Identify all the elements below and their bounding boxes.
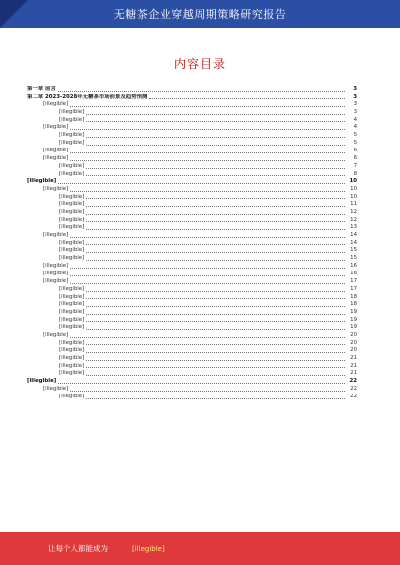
toc-section-entry[interactable] [27, 309, 357, 317]
toc-section-entry[interactable] [27, 109, 357, 117]
toc-page-number: 4 [353, 124, 357, 131]
toc-dot-leader [70, 152, 345, 153]
toc-entry-text: [illegible] [43, 332, 69, 338]
toc-entry-text: [illegible] [59, 224, 85, 231]
toc-entry-text: [illegible] [59, 301, 85, 308]
toc-page-number: 15 [350, 255, 357, 262]
toc-section-entry[interactable] [27, 132, 357, 140]
toc-entry-text: [illegible] [59, 109, 85, 116]
header-bar [0, 0, 400, 28]
toc-section-entry[interactable] [27, 255, 357, 263]
toc-entry-text: [illegible] [59, 193, 85, 200]
table-of-contents [27, 86, 357, 401]
toc-entry-text: 第一章 前言 [27, 86, 56, 92]
toc-section-entry[interactable] [27, 148, 357, 156]
toc-entry-text: [illegible] [43, 270, 69, 277]
toc-dot-leader [86, 121, 345, 122]
toc-dot-leader [86, 314, 345, 315]
toc-entry-text: [illegible] [43, 147, 69, 154]
toc-dot-leader [86, 229, 345, 230]
toc-dot-leader [149, 98, 345, 99]
toc-page-number: 20 [350, 332, 357, 338]
toc-dot-leader [86, 298, 345, 299]
toc-page-number: 18 [350, 293, 357, 300]
toc-page-number: 19 [350, 324, 357, 331]
toc-section-entry[interactable] [27, 124, 357, 132]
toc-entry-text: [illegible] [59, 216, 85, 223]
toc-chapter-entry[interactable] [27, 86, 357, 94]
toc-entry-text: [illegible] [43, 155, 69, 162]
toc-dot-leader [70, 237, 345, 238]
toc-section-entry[interactable] [27, 209, 357, 217]
toc-dot-leader [70, 391, 345, 392]
toc-section-entry[interactable] [27, 370, 357, 378]
toc-dot-leader [86, 145, 345, 146]
toc-entry-text: [illegible] [59, 370, 85, 377]
toc-entry-text: [illegible] [59, 201, 85, 208]
toc-entry-text: [illegible] [59, 324, 85, 331]
toc-entry-text: [illegible] [43, 385, 69, 392]
toc-page-number: 8 [353, 170, 357, 177]
toc-entry-text: [illegible] [59, 132, 85, 139]
toc-section-entry[interactable] [27, 317, 357, 325]
toc-dot-leader [70, 275, 345, 276]
toc-page-number: 4 [353, 116, 357, 123]
toc-dot-leader [86, 321, 345, 322]
toc-page-number: 22 [350, 385, 357, 392]
toc-dot-leader [58, 183, 345, 184]
toc-entry-text: [illegible] [59, 316, 85, 323]
toc-chapter-entry[interactable] [27, 178, 357, 186]
toc-section-entry[interactable] [27, 332, 357, 340]
toc-page-number: 3 [353, 101, 357, 108]
toc-entry-text: [illegible] [59, 247, 85, 254]
toc-dot-leader [58, 383, 345, 384]
toc-dot-leader [86, 168, 345, 169]
toc-entry-text: [illegible] [59, 393, 85, 400]
toc-entry-text: [illegible] [43, 262, 69, 269]
toc-page-number: 21 [350, 362, 357, 369]
toc-heading: 内容目录 [173, 57, 226, 71]
toc-dot-leader [86, 344, 345, 345]
toc-section-entry[interactable] [27, 194, 357, 202]
toc-section-entry[interactable] [27, 155, 357, 163]
toc-entry-text: [illegible] [59, 355, 85, 362]
toc-section-entry[interactable] [27, 394, 357, 402]
toc-section-entry[interactable] [27, 201, 357, 209]
toc-section-entry[interactable] [27, 340, 357, 348]
footer-slogan: 让每个人都能成为 [48, 544, 108, 553]
toc-section-entry[interactable] [27, 355, 357, 363]
toc-entry-text: [illegible] [59, 347, 85, 354]
toc-page-number: 12 [350, 209, 357, 215]
toc-page-number: 17 [350, 285, 357, 292]
toc-page-number: 5 [353, 139, 357, 146]
toc-page-number: 21 [350, 370, 357, 377]
toc-page-number: 18 [350, 301, 357, 308]
toc-page-number: 3 [353, 86, 357, 92]
toc-entry-text: [illegible] [59, 170, 85, 177]
toc-dot-leader [86, 198, 345, 199]
toc-section-entry[interactable] [27, 278, 357, 286]
toc-chapter-entry[interactable] [27, 378, 357, 386]
toc-entry-text: [illegible] [59, 255, 85, 262]
toc-dot-leader [86, 137, 345, 138]
toc-dot-leader [70, 268, 345, 269]
toc-page-number: 14 [350, 239, 357, 246]
toc-chapter-entry[interactable] [27, 94, 357, 102]
toc-dot-leader [86, 367, 345, 368]
toc-page-number: 20 [350, 339, 357, 346]
toc-section-entry[interactable] [27, 224, 357, 232]
toc-entry-text: [illegible] [59, 339, 85, 346]
report-title: 无糖茶企业穿越周期策略研究报告 [113, 8, 287, 21]
toc-dot-leader [86, 221, 345, 222]
toc-dot-leader [86, 360, 345, 361]
toc-entry-text: [illegible] [59, 362, 85, 369]
toc-page-number: 17 [350, 278, 357, 285]
toc-page-number: 21 [350, 355, 357, 362]
toc-dot-leader [70, 191, 345, 192]
toc-page-number: 7 [353, 162, 357, 169]
toc-section-entry[interactable] [27, 232, 357, 240]
toc-page-number: 13 [350, 224, 357, 231]
toc-entry-text: [illegible] [59, 239, 85, 246]
toc-dot-leader [70, 283, 345, 284]
toc-dot-leader [86, 352, 345, 353]
toc-section-entry[interactable] [27, 163, 357, 171]
toc-entry-text: [illegible] [59, 285, 85, 292]
toc-section-entry[interactable] [27, 386, 357, 394]
toc-section-entry[interactable] [27, 117, 357, 125]
toc-entry-text: [illegible] [27, 178, 57, 185]
toc-section-entry[interactable] [27, 171, 357, 179]
toc-section-entry[interactable] [27, 324, 357, 332]
footer-roles: [illegible] [132, 544, 165, 553]
toc-section-entry[interactable] [27, 347, 357, 355]
toc-entry-text: [illegible] [43, 185, 69, 192]
toc-dot-leader [86, 244, 345, 245]
toc-entry-text: [illegible] [43, 124, 69, 131]
toc-entry-text: [illegible] [59, 308, 85, 315]
header-corner-decoration [0, 0, 28, 28]
toc-page-number: 22 [349, 378, 357, 385]
toc-section-entry[interactable] [27, 301, 357, 309]
toc-dot-leader [86, 114, 345, 115]
toc-page-number: 19 [350, 308, 357, 315]
toc-section-entry[interactable] [27, 263, 357, 271]
toc-section-entry[interactable] [27, 101, 357, 109]
toc-entry-text: [illegible] [43, 101, 69, 108]
footer-bar [0, 532, 400, 565]
toc-dot-leader [86, 306, 345, 307]
toc-page-number: 5 [353, 132, 357, 139]
toc-page-number: 6 [353, 147, 357, 154]
toc-dot-leader [70, 106, 345, 107]
toc-dot-leader [70, 337, 345, 338]
toc-page-number: 11 [350, 201, 357, 208]
toc-page-number: 3 [353, 93, 357, 100]
toc-entry-text: [illegible] [27, 378, 57, 385]
toc-section-entry[interactable] [27, 140, 357, 148]
toc-page-number: 10 [349, 178, 357, 185]
toc-dot-leader [70, 129, 345, 130]
toc-section-entry[interactable] [27, 271, 357, 279]
toc-dot-leader [86, 252, 345, 253]
toc-entry-text: [illegible] [59, 209, 85, 215]
toc-entry-text: [illegible] [59, 293, 85, 300]
toc-page-number: 20 [350, 347, 357, 354]
toc-page-number: 19 [350, 316, 357, 323]
toc-dot-leader [58, 91, 345, 92]
toc-entry-text: 第二章 2023-2028年无糖茶市场前景及趋势预测 [27, 93, 148, 100]
toc-dot-leader [86, 214, 345, 215]
toc-entry-text: [illegible] [43, 232, 69, 239]
toc-page-number: 16 [350, 270, 357, 277]
toc-dot-leader [70, 160, 345, 161]
toc-dot-leader [86, 175, 345, 176]
toc-page-number: 16 [350, 262, 357, 269]
toc-entry-text: [illegible] [59, 116, 85, 123]
toc-page-number: 15 [350, 247, 357, 254]
toc-entry-text: [illegible] [43, 278, 69, 285]
toc-section-entry[interactable] [27, 240, 357, 248]
toc-page-number: 10 [350, 193, 357, 200]
toc-page-number: 10 [350, 185, 357, 192]
toc-page-number: 3 [353, 109, 357, 116]
toc-section-entry[interactable] [27, 186, 357, 194]
toc-dot-leader [86, 398, 345, 399]
toc-dot-leader [86, 260, 345, 261]
toc-section-entry[interactable] [27, 294, 357, 302]
toc-entry-text: [illegible] [59, 162, 85, 169]
toc-page-number: 14 [350, 232, 357, 239]
toc-section-entry[interactable] [27, 286, 357, 294]
toc-section-entry[interactable] [27, 247, 357, 255]
toc-dot-leader [86, 291, 345, 292]
toc-dot-leader [86, 375, 345, 376]
toc-page-number: 12 [350, 216, 357, 223]
toc-section-entry[interactable] [27, 363, 357, 371]
toc-dot-leader [86, 206, 345, 207]
toc-page-number: 6 [353, 155, 357, 162]
toc-entry-text: [illegible] [59, 139, 85, 146]
toc-dot-leader [86, 329, 345, 330]
toc-section-entry[interactable] [27, 217, 357, 225]
toc-page-number: 22 [350, 393, 357, 400]
